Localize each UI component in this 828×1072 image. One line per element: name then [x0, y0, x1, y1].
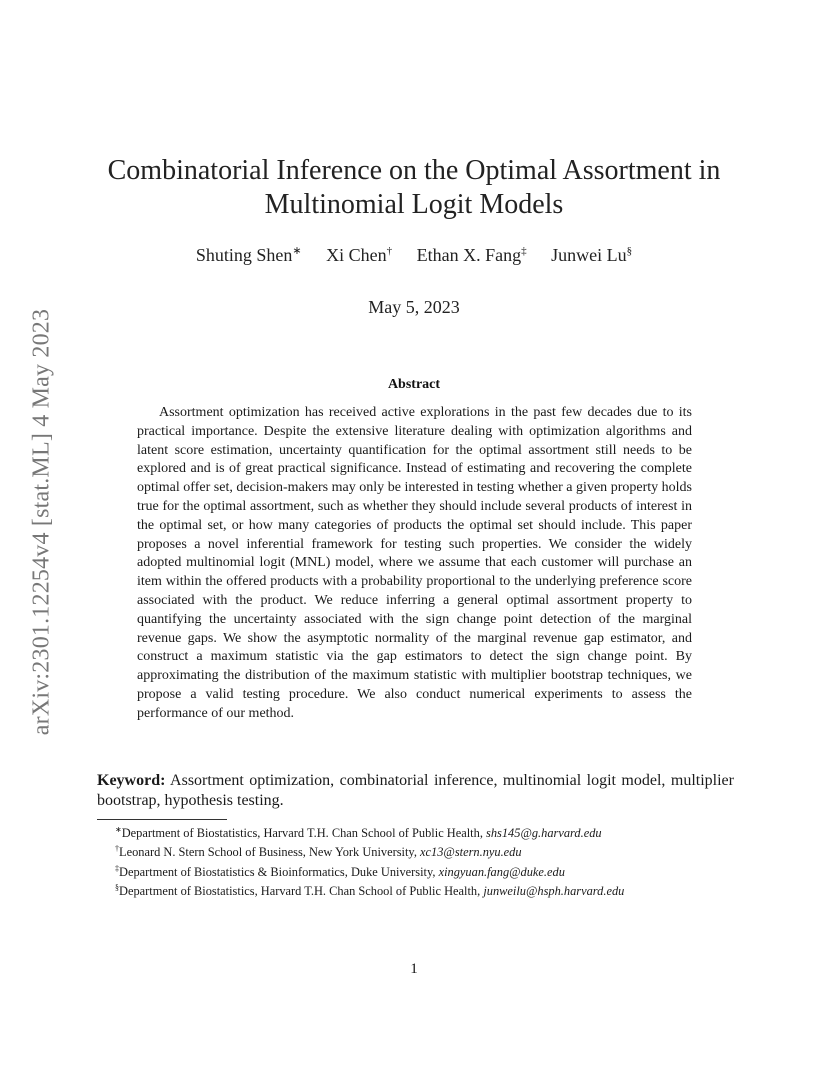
footnote	[115, 822, 755, 841]
footnotes	[115, 822, 755, 899]
author-mark: ∗	[292, 245, 302, 257]
footnote-email: shs145@g.harvard.edu	[486, 826, 602, 841]
page-number: 1	[410, 961, 418, 977]
footnote-mark: ∗	[115, 825, 122, 834]
author-name: Xi Chen	[326, 245, 387, 265]
title-line-2: Multinomial Logit Models	[264, 189, 564, 220]
author-mark: †	[386, 245, 393, 257]
footnote-divider	[97, 819, 227, 820]
footnote-mark: †	[115, 844, 119, 854]
footnote-email: xingyuan.fang@duke.edu	[438, 864, 565, 879]
author-mark: ‡	[521, 245, 527, 257]
author	[417, 245, 527, 265]
author-name: Ethan X. Fang	[416, 245, 522, 265]
author	[326, 245, 392, 265]
footnote	[115, 861, 755, 880]
footnote-affiliation: Department of Biostatistics & Bioinformatics, Duke University,	[119, 864, 439, 879]
arxiv-sidebar-stamp	[22, 280, 62, 764]
abstract-heading: Abstract	[387, 377, 441, 392]
author	[196, 245, 302, 265]
paper-title	[0, 154, 828, 222]
publication-date: May 5, 2023	[368, 297, 460, 317]
author-mark: §	[626, 245, 633, 257]
footnote-mark: ‡	[115, 863, 119, 873]
author-list	[0, 244, 828, 266]
footnote	[115, 880, 755, 899]
author-name: Junwei Lu	[551, 245, 627, 265]
title-line-1: Combinatorial Inference on the Optimal Assortment in	[107, 155, 721, 186]
footnote-email: junweilu@hsph.harvard.edu	[483, 884, 625, 899]
keywords-paragraph	[97, 771, 734, 811]
author	[551, 245, 632, 265]
author-name: Shuting Shen	[195, 245, 293, 265]
footnote-mark: §	[115, 882, 119, 892]
abstract-body: Assortment optimization has received active explorations in the past few decades due to its practical importance. Despite the extensive literature dealing with optimization algorithms and latent score estimation, uncertainty quantification for the optimal assortment still needs to be explored and is of great practical significance. Instead of estimating and recovering the complete optimal offer set, decision-makers may only be interested in testing whether a given property holds true for the optimal assortment, such as whether they should include several products of interest in the optimal set, or how many categories of products the optimal set should include. This paper proposes a novel inferential framework for testing such properties. We consider the widely adopted multinomial logit (MNL) model, where we assume that each customer will purchase an item within the offered products with a probability proportional to the underlying preference score associated with the product. We reduce inferring a general optimal assortment property to quantifying the uncertainty associated with the sign change point detection of the marginal revenue gaps. We show the asymptotic normality of the marginal revenue gap estimator, and construct a maximum statistic via the gap estimators to detect the sign change point. By approximating the distribution of the maximum statistic with multiplier bootstrap techniques, we propose a valid testing procedure. We also conduct numerical experiments to assess the performance of our method.	[137, 405, 692, 721]
footnote-email: xc13@stern.nyu.edu	[420, 845, 522, 860]
keywords-label: Keyword:	[97, 772, 166, 789]
footnote-affiliation: Department of Biostatistics, Harvard T.H. Chan School of Public Health,	[121, 826, 487, 841]
arxiv-identifier: arXiv:2301.12254v4 [stat.ML] 4 May 2023	[28, 308, 55, 736]
footnote-affiliation: Department of Biostatistics, Harvard T.H. Chan School of Public Health,	[119, 884, 484, 899]
footnote-affiliation: Leonard N. Stern School of Business, New York University,	[119, 845, 421, 860]
footnote	[115, 841, 755, 860]
keywords-text: Assortment optimization, combinatorial inference, multinomial logit model, multiplier bootstrap, hypothesis testing.	[97, 772, 734, 809]
